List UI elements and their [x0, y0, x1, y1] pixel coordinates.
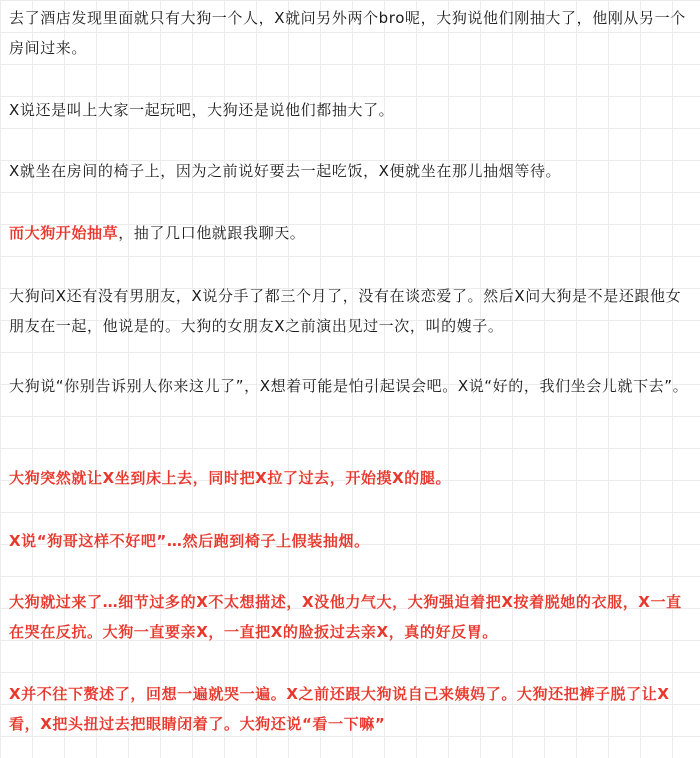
paragraph-2-text: X说还是叫上大家一起玩吧，大狗还是说他们都抽大了。	[9, 101, 395, 119]
paragraph-4	[9, 218, 693, 248]
paragraph-8	[9, 526, 693, 556]
paragraph-4-text: ，抽了几口他就跟我聊天。	[118, 224, 306, 242]
paragraph-3	[9, 156, 693, 186]
paragraph-9	[9, 587, 693, 647]
paragraph-9-text: 大狗就过来了…细节过多的X不太想描述，X没他力气大，大狗强迫着把X按着脱她的衣服，X一直在哭在反抗。大狗一直要亲X，一直把X的脸扳过去亲X，真的好反胃。	[9, 593, 682, 641]
paragraph-5-text: 大狗问X还有没有男朋友，X说分手了都三个月了，没有在谈恋爱了。然后X问大狗是不是还跟他女朋友在一起，他说是的。大狗的女朋友X之前演出见过一次，叫的嫂子。	[9, 287, 682, 335]
paragraph-7	[9, 463, 693, 493]
paragraph-7-text: 大狗突然就让X坐到床上去，同时把X拉了过去，开始摸X的腿。	[9, 469, 452, 487]
paragraph-3-text: X就坐在房间的椅子上，因为之前说好要去一起吃饭，X便就坐在那儿抽烟等待。	[9, 162, 562, 180]
paragraph-2	[9, 95, 693, 125]
paragraph-6	[9, 371, 693, 401]
paragraph-10-text: X并不往下赘述了，回想一遍就哭一遍。X之前还跟大狗说自己来姨妈了。大狗还把裤子脱了让X看，X把头扭过去把眼睛闭着了。大狗还说“看一下嘛”	[9, 685, 670, 733]
paragraph-5	[9, 281, 693, 341]
paragraph-1-text: 去了酒店发现里面就只有大狗一个人，X就问另外两个bro呢，大狗说他们刚抽大了，他刚从另一个房间过来。	[9, 9, 686, 57]
paragraph-8-text: X说“狗哥这样不好吧”…然后跑到椅子上假装抽烟。	[9, 532, 370, 550]
paragraph-1	[9, 3, 693, 63]
paragraph-4-highlight: 而大狗开始抽草	[9, 224, 119, 242]
paragraph-10	[9, 679, 693, 739]
paragraph-6-text: 大狗说“你别告诉别人你来这儿了”，X想着可能是怕引起误会吧。X说“好的，我们坐会儿就下去”。	[9, 377, 689, 395]
